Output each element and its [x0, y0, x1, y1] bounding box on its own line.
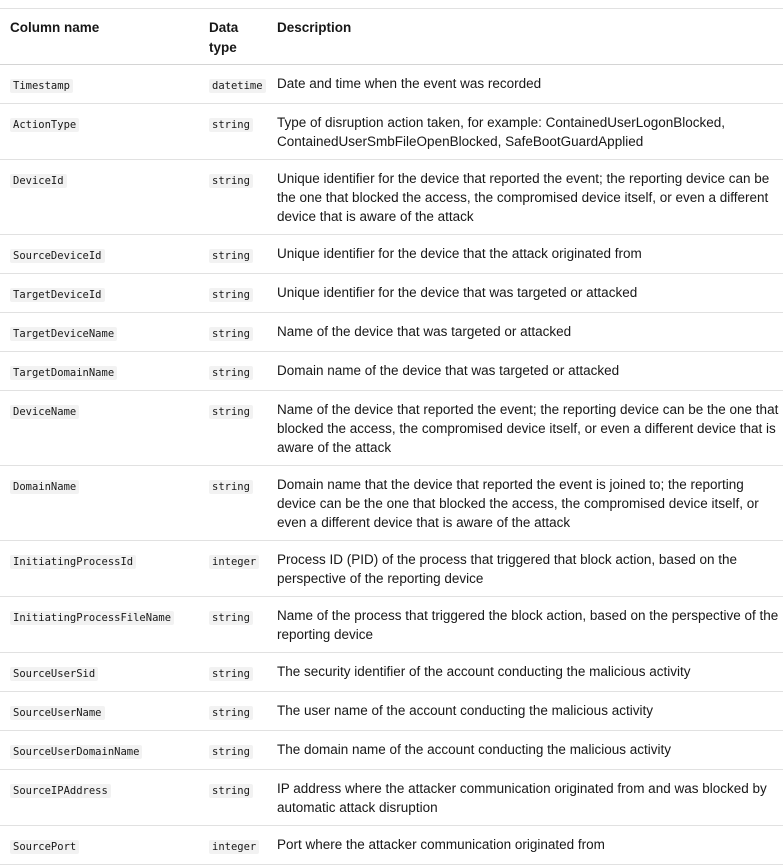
data-type-code: string [209, 405, 253, 419]
data-type-cell [199, 391, 269, 466]
data-type-cell [199, 466, 269, 541]
column-name-cell [0, 541, 199, 597]
data-type-header: Data type [209, 20, 239, 55]
table-row [0, 653, 783, 692]
table-row [0, 352, 783, 391]
data-type-code: string [209, 480, 253, 494]
description-cell: Unique identifier for the device that reported the event; the reporting device can be the one that blocked the access, the compromised device itself, or even a different device that is aware of the attack [277, 171, 770, 224]
column-name-cell [0, 160, 199, 235]
data-type-code: integer [209, 555, 259, 569]
table-row [0, 160, 783, 235]
data-type-cell [199, 235, 269, 274]
column-name-code: InitiatingProcessId [10, 555, 136, 569]
data-type-code: string [209, 288, 253, 302]
table-row [0, 826, 783, 865]
description-cell: Date and time when the event was recorded [277, 76, 542, 91]
description-cell: Name of the process that triggered the block action, based on the perspective of the reporting device [277, 608, 779, 642]
data-type-cell [199, 541, 269, 597]
data-type-code: string [209, 611, 253, 625]
column-name-code: DeviceName [10, 405, 79, 419]
table-row [0, 731, 783, 770]
table-header [0, 9, 783, 65]
data-type-cell [199, 104, 269, 160]
data-type-cell [199, 160, 269, 235]
description-cell: Unique identifier for the device that the attack originated from [277, 246, 642, 261]
table-row [0, 313, 783, 352]
table-row [0, 466, 783, 541]
header-row [0, 9, 783, 65]
data-type-code: datetime [209, 79, 266, 93]
column-name-code: DeviceId [10, 174, 67, 188]
column-name-cell [0, 391, 199, 466]
data-type-cell [199, 731, 269, 770]
data-type-cell [199, 274, 269, 313]
description-cell: The security identifier of the account conducting the malicious activity [277, 664, 691, 679]
schema-table [0, 8, 783, 865]
table-row [0, 235, 783, 274]
column-name-code: InitiatingProcessFileName [10, 611, 174, 625]
table-row [0, 541, 783, 597]
data-type-cell [199, 65, 269, 104]
column-name-code: DomainName [10, 480, 79, 494]
column-name-cell [0, 104, 199, 160]
data-type-cell [199, 653, 269, 692]
column-name-cell [0, 65, 199, 104]
description-cell: Unique identifier for the device that was targeted or attacked [277, 285, 638, 300]
data-type-cell [199, 826, 269, 865]
data-type-code: string [209, 249, 253, 263]
data-type-code: string [209, 327, 253, 341]
column-name-cell [0, 466, 199, 541]
table-row [0, 597, 783, 653]
column-name-code: Timestamp [10, 79, 73, 93]
column-name-cell [0, 826, 199, 865]
data-type-code: string [209, 667, 253, 681]
data-type-cell [199, 692, 269, 731]
data-type-code: string [209, 784, 253, 798]
table-row [0, 65, 783, 104]
description-cell: Port where the attacker communication originated from [277, 837, 605, 852]
column-name-cell [0, 235, 199, 274]
table-row [0, 391, 783, 466]
column-name-cell [0, 352, 199, 391]
description-cell: Process ID (PID) of the process that triggered that block action, based on the perspective of the reporting device [277, 552, 737, 586]
column-name-code: SourceIPAddress [10, 784, 111, 798]
column-name-code: ActionType [10, 118, 79, 132]
description-header: Description [277, 20, 352, 35]
column-name-code: SourceDeviceId [10, 249, 105, 263]
description-cell: The user name of the account conducting the malicious activity [277, 703, 653, 718]
column-name-code: SourceUserSid [10, 667, 98, 681]
table-row [0, 274, 783, 313]
data-type-cell [199, 597, 269, 653]
data-type-cell [199, 313, 269, 352]
column-name-cell [0, 597, 199, 653]
data-type-code: string [209, 366, 253, 380]
description-cell: The domain name of the account conducting the malicious activity [277, 742, 671, 757]
data-type-cell [199, 770, 269, 826]
column-name-cell [0, 770, 199, 826]
table-row [0, 692, 783, 731]
data-type-code: integer [209, 840, 259, 854]
description-cell: Name of the device that was targeted or attacked [277, 324, 572, 339]
data-type-code: string [209, 118, 253, 132]
table-row [0, 104, 783, 160]
column-name-code: SourcePort [10, 840, 79, 854]
description-cell: Type of disruption action taken, for example: ContainedUserLogonBlocked, ContainedUserSmbFileOpenBlocked, SafeBootGuardApplied [277, 115, 726, 149]
column-name-cell [0, 653, 199, 692]
column-name-cell [0, 731, 199, 770]
data-type-code: string [209, 706, 253, 720]
description-cell: IP address where the attacker communication originated from and was blocked by automatic attack disruption [277, 781, 767, 815]
column-name-code: TargetDeviceId [10, 288, 105, 302]
description-cell: Domain name that the device that reported the event is joined to; the reporting device can be the one that blocked the access, the compromised device itself, or even a different device that is aware of the attack [277, 477, 759, 530]
description-cell: Domain name of the device that was targeted or attacked [277, 363, 620, 378]
table-row [0, 770, 783, 826]
data-type-cell [199, 352, 269, 391]
column-name-header: Column name [10, 20, 100, 35]
description-cell: Name of the device that reported the event; the reporting device can be the one that blocked the access, the compromised device itself, or even a different device that is aware of the attack [277, 402, 779, 455]
data-type-code: string [209, 745, 253, 759]
column-name-code: SourceUserDomainName [10, 745, 142, 759]
column-name-code: SourceUserName [10, 706, 105, 720]
column-name-cell [0, 274, 199, 313]
column-name-cell [0, 692, 199, 731]
data-type-code: string [209, 174, 253, 188]
column-name-cell [0, 313, 199, 352]
column-name-code: TargetDeviceName [10, 327, 117, 341]
column-name-code: TargetDomainName [10, 366, 117, 380]
table-body [0, 65, 783, 865]
